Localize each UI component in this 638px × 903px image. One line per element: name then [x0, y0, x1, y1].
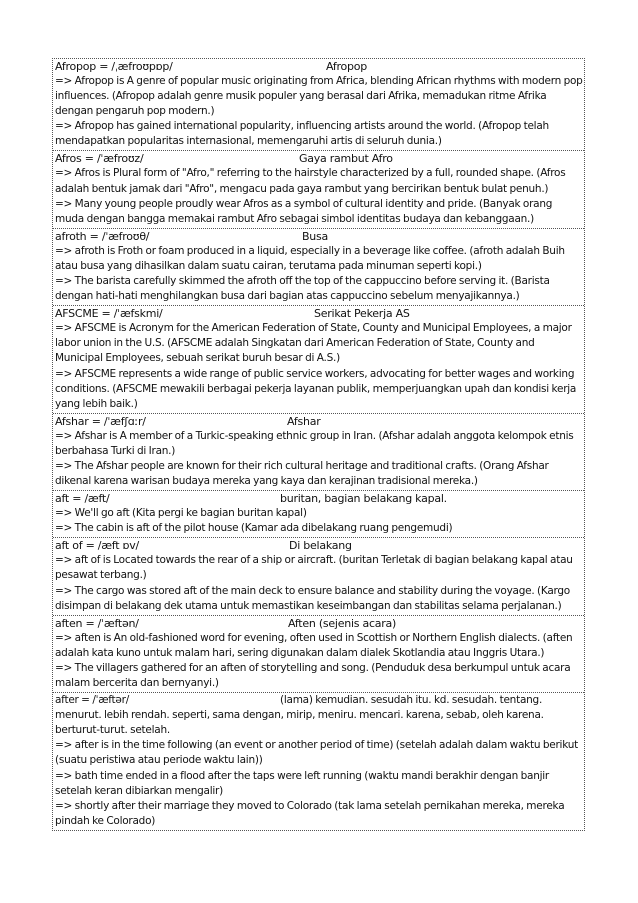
example-line: => AFSCME represents a wide range of public service workers, advocating for better wages and working conditions. (AFSCME mewakili berbagai pekerja layanan publik, memperjuangkan upah dan kondisi kerja yang lebih baik.) — [55, 367, 577, 410]
vocabulary-sheet — [52, 58, 585, 831]
example-line: => We'll go aft (Kita pergi ke bagian buritan kapal) — [55, 507, 307, 520]
entry-translation: Serikat Pekerja AS — [314, 307, 410, 321]
entry-translation: Aften (sejenis acara) — [288, 616, 397, 630]
entry-header — [55, 693, 583, 738]
definition-line: => afroth is Froth or foam produced in a liquid, especially in a beverage like coffee. (afroth adalah Buih atau busa yang dihasilkan dalam suatu cairan, terutama pada minuman seperti kopi.) — [55, 244, 565, 272]
entry-afros — [53, 151, 584, 228]
entry-term: aft of = /æft ɒv/ — [55, 539, 139, 553]
entry-header — [55, 306, 583, 321]
entry-afroth — [53, 229, 584, 306]
entry-afropop — [53, 59, 584, 151]
entry-term: Afropop = /ˌæfroʊpɒp/ — [55, 60, 173, 73]
definition-line: => Afshar is A member of a Turkic-speaking ethnic group in Iran. (Afshar adalah anggota kelompok etnis berbahasa Turki di Iran.) — [55, 429, 574, 457]
definition-line: => aft of is Located towards the rear of a ship or aircraft. (buritan Terletak di bagian belakang kapal atau pesawat terbang.) — [55, 554, 573, 582]
entry-aft — [53, 491, 584, 538]
entry-term: afroth = /ˈæfroʊθ/ — [55, 229, 150, 243]
example-line: => after is in the time following (an event or another period of time) (setelah adalah dalam waktu berikut (suatu peristiwa atau periode waktu lain)) — [55, 739, 579, 767]
entry-header — [55, 414, 583, 429]
entry-translation: (lama) kemudian. sesudah itu. kd. sesudah. tentang. menurut. lebih rendah. seperti, sama dengan, mirip, meniru. mencari. karena, sebab, oleh karena. berturut-turut. setelah. — [55, 694, 544, 737]
entry-header — [55, 491, 583, 506]
example-line: => Many young people proudly wear Afros as a symbol of cultural identity and pride. (Banyak orang muda dengan bangga memakai rambut Afro sebagai simbol identitas budaya dan kebanggaan.) — [55, 197, 553, 225]
entry-header — [55, 538, 583, 553]
entry-afshar — [53, 414, 584, 491]
example-line: => The barista carefully skimmed the afroth off the top of the cappuccino before serving it. (Barista dengan hati-hati menghilangkan busa dari bagian atas cappuccino sebelum menyajikannya.) — [55, 275, 550, 303]
entry-afscme — [53, 306, 584, 414]
entry-aften — [53, 616, 584, 693]
entry-translation: Afropop — [326, 60, 367, 73]
example-line: => bath time ended in a flood after the taps were left running (waktu mandi berakhir dengan banjir setelah keran dibiarkan mengalir) — [55, 769, 549, 797]
entry-header — [55, 616, 583, 631]
example-line: => The Afshar people are known for their rich cultural heritage and traditional crafts. (Orang Afshar dikenal karena warisan budaya mereka yang kaya dan kerajinan tradisional mereka.) — [55, 459, 549, 488]
entry-translation: Gaya rambut Afro — [299, 152, 393, 166]
entry-header — [55, 151, 583, 166]
entry-term: Afros = /ˈæfroʊz/ — [55, 152, 144, 166]
definition-line: => AFSCME is Acronym for the American Federation of State, County and Municipal Employees, a major labor union in the U.S. (AFSCME adalah Singkatan dari American Federation of State, County and Municipal Employees, sebuah serikat buruh besar di A.S.) — [55, 322, 572, 365]
example-line: => Afropop has gained international popularity, influencing artists around the world. (Afropop telah mendapatkan popularitas internasional, memengaruhi artis di seluruh dunia.) — [55, 120, 549, 148]
entry-translation: buritan, bagian belakang kapal. — [280, 492, 447, 506]
entry-header — [55, 59, 583, 74]
entry-term: aften = /ˈæftən/ — [55, 616, 139, 630]
entry-after — [53, 693, 584, 830]
entry-header — [55, 229, 583, 244]
example-line: => The villagers gathered for an aften of storytelling and song. (Penduduk desa berkumpul untuk acara malam bercerita dan bernyanyi.) — [55, 661, 571, 689]
example-line: => shortly after their marriage they moved to Colorado (tak lama setelah pernikahan mereka, mereka pindah ke Colorado) — [55, 799, 565, 827]
definition-line: => Afropop is A genre of popular music originating from Africa, blending African rhythms with modern pop influences. (Afropop adalah genre musik populer yang berasal dari Afrika, memadukan ritme Afrika dengan pengaruh pop modern.) — [55, 75, 583, 118]
definition-line: => aften is An old-fashioned word for evening, often used in Scottish or Northern English dialects. (aften adalah kata kuno untuk malam hari, sering digunakan dalam dialek Skotlandia atau Inggris Utara.) — [55, 631, 573, 659]
example-line: => The cabin is aft of the pilot house (Kamar ada dibelakang ruang pengemudi) — [55, 522, 453, 535]
example-line: => The cargo was stored aft of the main deck to ensure balance and stability during the voyage. (Kargo disimpan di belakang dek utama untuk memastikan keseimbangan dan stabilitas selama perjalanan.) — [55, 584, 570, 612]
entry-aft-of — [53, 538, 584, 615]
definition-line: => Afros is Plural form of "Afro," referring to the hairstyle characterized by a full, rounded shape. (Afros adalah bentuk jamak dari "Afro", mengacu pada gaya rambut yang bercirikan bentuk bulat penuh.) — [55, 167, 566, 195]
entry-translation: Di belakang — [289, 539, 352, 553]
entry-term: aft = /æft/ — [55, 492, 110, 506]
entry-translation: Afshar — [287, 414, 321, 428]
entry-term: after = /ˈæftər/ — [55, 694, 129, 707]
entry-translation: Busa — [302, 229, 328, 243]
entry-term: AFSCME = /ˈæfskmi/ — [55, 307, 163, 321]
entry-term: Afshar = /ˈæfʃɑːr/ — [55, 414, 146, 428]
